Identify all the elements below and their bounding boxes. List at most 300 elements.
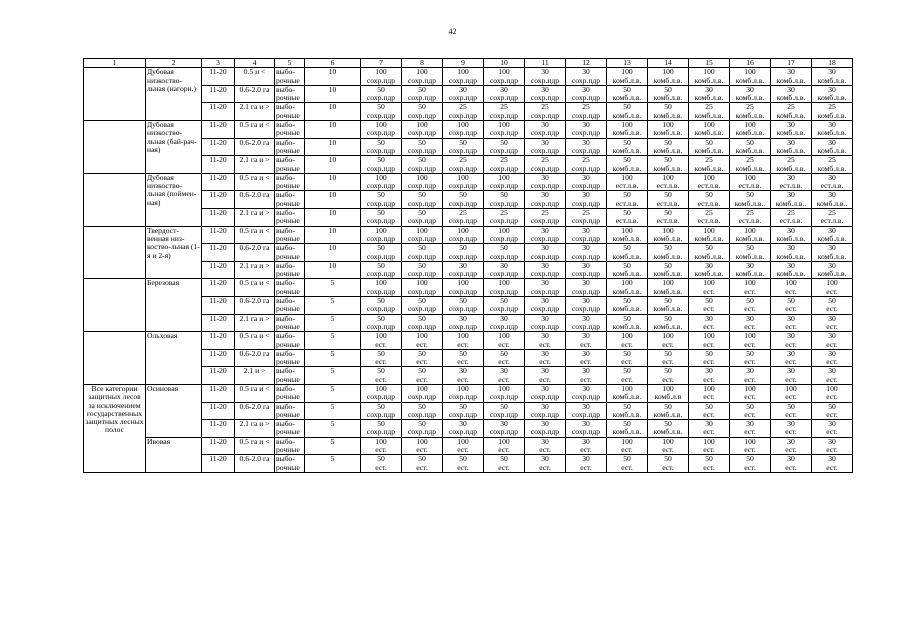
value-cell [566, 384, 607, 402]
value-number: 30 [541, 454, 549, 464]
value-method: ест. [826, 374, 838, 384]
value-cell [525, 103, 566, 121]
value-method: сохр.пдр [489, 286, 519, 296]
value-number: 50 [746, 349, 754, 358]
value-cell [607, 297, 648, 315]
value-number: 30 [582, 314, 590, 323]
value-method: ест. [703, 462, 715, 472]
value-number: 50 [377, 261, 385, 270]
value-cell [566, 85, 607, 103]
value-cell [484, 332, 525, 350]
value-cell [566, 349, 607, 367]
value-number: 30 [828, 243, 836, 253]
value-method: сохр.пдр [530, 409, 560, 419]
value-cell [402, 85, 443, 103]
value-cell [607, 367, 648, 385]
value-number: 50 [623, 261, 631, 270]
value-number: 30 [541, 366, 549, 376]
value-cell [730, 173, 771, 191]
value-number: 30 [705, 419, 713, 429]
value-number: 50 [828, 296, 836, 306]
value-method: сохр.пдр [448, 75, 478, 85]
cut-type-cell [275, 437, 305, 455]
empty-cell [84, 279, 146, 332]
empty-cell [84, 121, 146, 174]
age-cell: 11-20 [202, 156, 235, 174]
value-method: ест. [621, 357, 633, 367]
value-number: 50 [623, 155, 631, 165]
value-number: 25 [582, 102, 590, 112]
value-cell [771, 138, 812, 156]
value-cell [771, 402, 812, 420]
value-number: 30 [746, 261, 754, 270]
area-cell: 0.6-2.0 га [235, 244, 275, 262]
header-cell: 6 [305, 59, 361, 68]
value-cell [402, 191, 443, 209]
value-cell [812, 297, 853, 315]
value-cell [689, 367, 730, 385]
cut-type-line: выбо- [276, 67, 295, 77]
value-method: ест. [785, 409, 797, 419]
cut-type-cell [275, 455, 305, 473]
value-cell [361, 103, 402, 121]
value-method: комб.л.в. [776, 75, 806, 85]
value-method: сохр.пдр [366, 198, 396, 208]
value-number: 30 [787, 120, 795, 130]
value-cell [771, 420, 812, 438]
value-number: 30 [828, 67, 836, 77]
value-cell [361, 68, 402, 86]
value-method: комб.л.в. [735, 145, 765, 155]
value-method: сохр.пдр [366, 304, 396, 314]
value-number: 25 [705, 208, 713, 218]
value-number: 100 [744, 67, 756, 77]
value-method: сохр.пдр [530, 269, 560, 279]
value-number: 100 [785, 278, 797, 288]
value-number: 100 [744, 437, 756, 446]
header-cell: 14 [648, 59, 689, 68]
value-number: 50 [377, 155, 385, 165]
value-number: 50 [746, 243, 754, 253]
value-cell [566, 420, 607, 438]
value-number: 50 [500, 243, 508, 253]
value-method: ест.л.в. [697, 198, 721, 208]
species-cell: Ивовая [146, 437, 202, 472]
value-number: 50 [418, 102, 426, 112]
value-method: ест. [744, 321, 756, 331]
value-number: 100 [457, 437, 469, 446]
value-method: сохр.пдр [407, 409, 437, 419]
value-method: ест. [539, 445, 551, 455]
value-method: комб.л.в. [612, 304, 642, 314]
value-number: 30 [541, 173, 549, 182]
value-number: 50 [664, 85, 672, 94]
value-cell [689, 332, 730, 350]
cut-type-line: рочные [276, 110, 300, 120]
cut-type-line: рочные [276, 409, 300, 419]
value-cell [730, 349, 771, 367]
value-number: 100 [621, 120, 633, 130]
value-method: комб.л.в. [735, 233, 765, 243]
value-cell [730, 384, 771, 402]
value-cell [689, 85, 730, 103]
value-cell [443, 138, 484, 156]
value-number: 25 [746, 208, 754, 218]
value-cell [402, 226, 443, 244]
value-method: ест. [744, 357, 756, 367]
value-method: ест. [539, 339, 551, 349]
area-cell: 2.1 га и > [235, 209, 275, 227]
value-number: 50 [377, 85, 385, 94]
value-number: 100 [662, 226, 674, 235]
value-method: ест. [621, 374, 633, 384]
cut-type-line: рочные [276, 339, 300, 349]
value-cell [607, 85, 648, 103]
value-number: 100 [375, 384, 387, 393]
value-cell [689, 402, 730, 420]
value-number: 100 [662, 120, 674, 130]
cut-type-cell [275, 261, 305, 279]
value-method: комб.л.в. [776, 145, 806, 155]
value-cell [730, 68, 771, 86]
value-cell [730, 226, 771, 244]
value-number: 100 [621, 173, 633, 182]
value-method: ест.л.в. [697, 216, 721, 226]
interval-cell: 5 [305, 349, 361, 367]
value-cell [648, 384, 689, 402]
value-method: комб.л.в. [653, 163, 683, 173]
value-number: 100 [744, 278, 756, 288]
value-method: ест. [375, 374, 387, 384]
value-number: 50 [418, 261, 426, 270]
value-method: сохр.пдр [530, 304, 560, 314]
value-method: сохр.пдр [489, 216, 519, 226]
value-method: сохр.пдр [366, 286, 396, 296]
value-method: ест.л.в. [656, 181, 680, 191]
value-number: 100 [785, 384, 797, 393]
value-number: 50 [623, 85, 631, 94]
value-cell [402, 402, 443, 420]
value-number: 30 [787, 226, 795, 235]
value-cell [607, 191, 648, 209]
value-number: 100 [662, 384, 674, 393]
value-method: комб.л.в. [694, 93, 724, 103]
value-method: комб.л.в. [694, 75, 724, 85]
value-method: сохр.пдр [407, 233, 437, 243]
value-number: 25 [459, 155, 467, 165]
value-cell [484, 314, 525, 332]
value-number: 50 [377, 454, 385, 464]
value-cell [525, 367, 566, 385]
value-number: 30 [541, 331, 549, 341]
cut-type-line: выбо- [276, 419, 295, 429]
value-cell [402, 121, 443, 139]
empty-cell [84, 68, 146, 121]
value-cell [525, 437, 566, 455]
value-cell [484, 455, 525, 473]
value-number: 50 [377, 402, 385, 411]
value-cell [361, 138, 402, 156]
age-cell: 11-20 [202, 297, 235, 315]
value-method: ест. [580, 339, 592, 349]
value-cell [648, 332, 689, 350]
value-cell [689, 314, 730, 332]
value-cell [443, 156, 484, 174]
value-number: 100 [457, 173, 469, 182]
value-number: 50 [664, 155, 672, 165]
value-cell [566, 138, 607, 156]
cut-type-line: рочные [276, 75, 300, 85]
value-cell [566, 297, 607, 315]
header-cell: 15 [689, 59, 730, 68]
value-method: комб.л.в. [776, 269, 806, 279]
value-cell [525, 121, 566, 139]
value-cell [771, 279, 812, 297]
value-number: 50 [705, 454, 713, 464]
value-number: 100 [703, 331, 715, 341]
value-cell [648, 121, 689, 139]
value-cell [812, 191, 853, 209]
value-method: комб.л.в. [817, 110, 847, 120]
value-number: 50 [828, 402, 836, 411]
value-cell [689, 138, 730, 156]
table-row [84, 384, 853, 402]
value-number: 25 [705, 155, 713, 165]
interval-cell: 10 [305, 68, 361, 86]
value-cell [484, 121, 525, 139]
value-cell [402, 103, 443, 121]
cut-type-cell [275, 314, 305, 332]
value-cell [443, 121, 484, 139]
value-method: сохр.пдр [366, 216, 396, 226]
value-number: 50 [418, 208, 426, 218]
value-cell [648, 209, 689, 227]
value-number: 100 [621, 67, 633, 77]
value-cell [689, 209, 730, 227]
value-method: ест. [580, 374, 592, 384]
value-cell [361, 367, 402, 385]
value-method: ест.л.в. [615, 198, 639, 208]
table-row [84, 332, 853, 350]
value-cell [443, 402, 484, 420]
value-number: 30 [541, 384, 549, 393]
cut-type-line: выбо- [276, 120, 295, 130]
value-number: 100 [621, 278, 633, 288]
age-cell: 11-20 [202, 68, 235, 86]
value-method: ест. [785, 304, 797, 314]
value-cell [402, 332, 443, 350]
value-number: 25 [828, 102, 836, 112]
value-number: 30 [541, 437, 549, 446]
cut-type-cell [275, 349, 305, 367]
value-cell [361, 156, 402, 174]
value-method: сохр.пдр [407, 304, 437, 314]
value-method: сохр.пдр [489, 409, 519, 419]
value-method: сохр.пдр [407, 216, 437, 226]
value-cell [525, 402, 566, 420]
value-number: 30 [828, 419, 836, 429]
value-method: комб.л.в.. [734, 198, 766, 208]
age-cell: 11-20 [202, 173, 235, 191]
age-cell: 11-20 [202, 349, 235, 367]
value-number: 30 [582, 402, 590, 411]
interval-cell: 5 [305, 455, 361, 473]
value-number: 30 [459, 366, 467, 376]
value-number: 30 [541, 349, 549, 358]
value-number: 100 [744, 384, 756, 393]
value-cell [607, 349, 648, 367]
value-cell [771, 209, 812, 227]
value-number: 25 [541, 155, 549, 165]
value-number: 30 [828, 138, 836, 147]
value-method: комб.л.в. [612, 409, 642, 419]
value-number: 30 [787, 419, 795, 429]
value-method: комб.л.в. [653, 427, 683, 437]
value-method: сохр.пдр [448, 251, 478, 261]
value-cell [730, 455, 771, 473]
value-number: 30 [582, 454, 590, 464]
value-method: ест. [785, 427, 797, 437]
value-method: сохр.пдр [366, 392, 396, 402]
value-number: 25 [459, 102, 467, 112]
value-number: 30 [787, 243, 795, 253]
value-method: комб.л.в. [653, 110, 683, 120]
value-cell [484, 402, 525, 420]
cut-type-line: рочные [276, 392, 300, 402]
value-method: сохр.пдр [571, 110, 601, 120]
value-cell [730, 332, 771, 350]
value-method: сохр.пдр [489, 128, 519, 138]
value-cell [402, 367, 443, 385]
value-cell [361, 297, 402, 315]
value-cell [648, 191, 689, 209]
value-cell [730, 138, 771, 156]
value-method: комб.л.в. [612, 321, 642, 331]
value-method: ест. [826, 409, 838, 419]
cut-type-line: рочные [276, 233, 300, 243]
value-number: 100 [416, 331, 428, 341]
value-cell [402, 244, 443, 262]
value-number: 30 [541, 138, 549, 147]
value-method: сохр.пдр [407, 163, 437, 173]
value-cell [771, 297, 812, 315]
value-cell [443, 191, 484, 209]
value-method: комб.л.в. [817, 145, 847, 155]
value-number: 30 [787, 437, 795, 446]
value-number: 50 [664, 190, 672, 200]
value-cell [730, 244, 771, 262]
header-cell: 12 [566, 59, 607, 68]
species-cell: Осиновая [146, 384, 202, 437]
cut-type-cell [275, 85, 305, 103]
value-number: 50 [746, 190, 754, 200]
value-method: сохр.пдр [407, 145, 437, 155]
value-method: сохр.пдр [530, 427, 560, 437]
value-cell [689, 437, 730, 455]
interval-cell: 5 [305, 332, 361, 350]
value-cell [566, 226, 607, 244]
value-method: ест. [539, 357, 551, 367]
value-cell [812, 209, 853, 227]
value-number: 50 [664, 419, 672, 429]
value-method: ест. [826, 357, 838, 367]
cut-type-line: выбо- [276, 226, 295, 235]
value-method: сохр.пдр [407, 427, 437, 437]
value-method: ест. [785, 374, 797, 384]
value-cell [771, 367, 812, 385]
value-cell [689, 226, 730, 244]
value-cell [689, 384, 730, 402]
value-number: 25 [828, 155, 836, 165]
value-number: 50 [664, 402, 672, 411]
age-cell: 11-20 [202, 226, 235, 244]
value-method: комб.л.в. [694, 145, 724, 155]
value-cell [361, 226, 402, 244]
cut-type-line: рочные [276, 181, 300, 191]
value-number: 30 [787, 138, 795, 147]
value-number: 25 [582, 155, 590, 165]
interval-cell: 5 [305, 402, 361, 420]
value-method: комб.л.в. [735, 251, 765, 261]
value-number: 30 [541, 419, 549, 429]
value-number: 30 [500, 314, 508, 323]
value-method: сохр.пдр [366, 75, 396, 85]
value-cell [566, 455, 607, 473]
value-cell [525, 314, 566, 332]
cut-type-line: рочные [276, 427, 300, 437]
value-number: 50 [705, 402, 713, 411]
value-cell [689, 420, 730, 438]
value-cell [607, 121, 648, 139]
value-method: ест. [375, 462, 387, 472]
empty-cell [84, 332, 146, 385]
value-method: комб.л.в. [817, 251, 847, 261]
value-method: сохр.пдр [571, 233, 601, 243]
value-cell [484, 244, 525, 262]
value-number: 30 [828, 331, 836, 341]
value-cell [361, 191, 402, 209]
value-method: ест.л.в. [656, 216, 680, 226]
value-number: 100 [621, 437, 633, 446]
value-method: сохр.пдр [571, 269, 601, 279]
value-cell [566, 209, 607, 227]
value-number: 50 [746, 454, 754, 464]
value-number: 100 [457, 384, 469, 393]
value-number: 100 [826, 278, 838, 288]
interval-cell: 5 [305, 297, 361, 315]
value-number: 100 [375, 331, 387, 341]
value-method: ест. [662, 445, 674, 455]
value-number: 30 [541, 190, 549, 200]
cut-type-cell [275, 209, 305, 227]
value-method: сохр.пдр [407, 110, 437, 120]
value-cell [730, 402, 771, 420]
value-method: сохр.пдр [448, 427, 478, 437]
value-method: сохр.пдр [530, 181, 560, 191]
value-method: сохр.пдр [571, 392, 601, 402]
value-method: ест. [457, 462, 469, 472]
value-number: 50 [418, 402, 426, 411]
value-number: 30 [787, 190, 795, 200]
value-cell [648, 367, 689, 385]
age-cell: 11-20 [202, 121, 235, 139]
value-method: ест. [703, 304, 715, 314]
value-cell [361, 314, 402, 332]
value-method: ест. [703, 286, 715, 296]
value-number: 100 [498, 278, 510, 288]
cut-type-line: выбо- [276, 261, 295, 270]
value-number: 30 [582, 419, 590, 429]
